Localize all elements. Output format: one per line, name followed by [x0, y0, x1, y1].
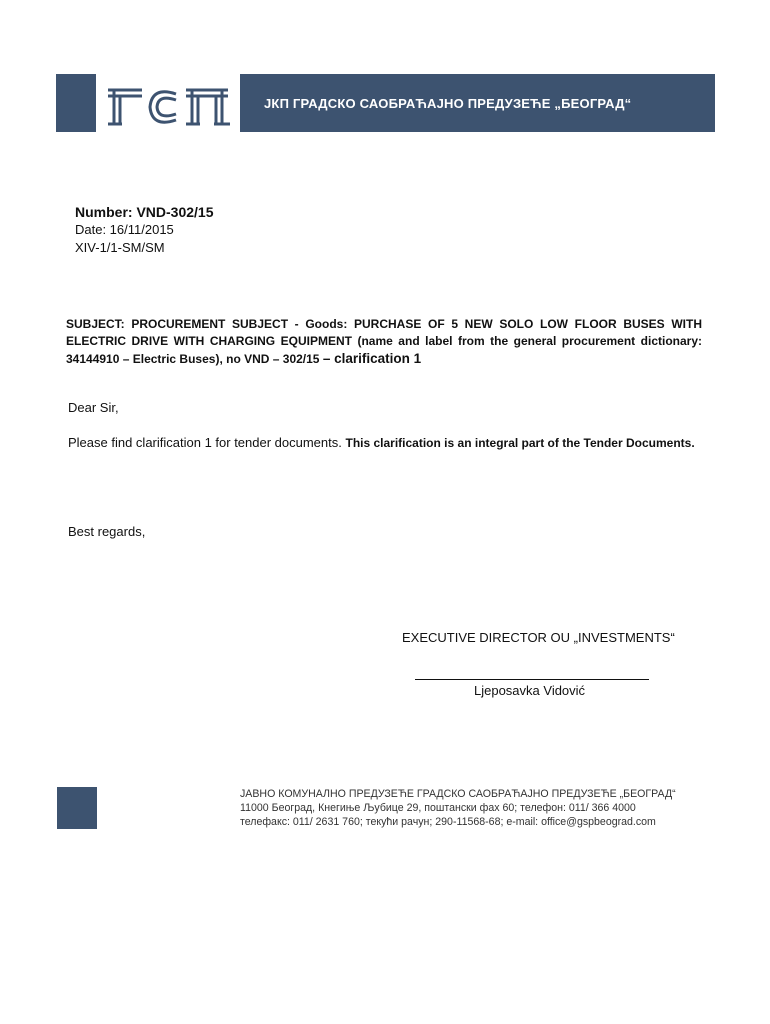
footer-accent-square	[57, 787, 97, 829]
subject-paragraph	[66, 316, 702, 368]
footer-line-3: телефакс: 011/ 2631 760; текући рачун; 290-11568-68; e-mail: office@gspbeograd.com	[240, 816, 656, 828]
document-reference: XIV-1/1-SM/SM	[75, 240, 165, 255]
header-accent-square	[56, 74, 96, 132]
document-date: Date: 16/11/2015	[75, 222, 174, 237]
footer-line-1: ЈАВНО КОМУНАЛНО ПРЕДУЗЕЋЕ ГРАДСКО САОБРАЋАЈНО ПРЕДУЗЕЋЕ „БЕОГРАД“	[240, 788, 676, 800]
salutation: Dear Sir,	[68, 400, 119, 415]
gsp-logo	[104, 80, 234, 132]
footer-contact	[240, 787, 720, 829]
subject-text: SUBJECT: PROCUREMENT SUBJECT - Goods: PURCHASE OF 5 NEW SOLO LOW FLOOR BUSES WITH ELECTRIC DRIVE WITH CHARGING EQUIPMENT (name and label from the general procurement dictionary: 34144910 – Electric Buses), no VND – 302/15	[66, 317, 702, 366]
body-paragraph	[68, 434, 702, 452]
signature-line	[415, 679, 649, 680]
body-text-normal: Please find clarification 1 for tender documents.	[68, 435, 346, 450]
body-text-bold: This clarification is an integral part of the Tender Documents.	[345, 436, 695, 450]
signature-name: Ljeposavka Vidović	[474, 683, 586, 698]
closing: Best regards,	[68, 524, 146, 539]
document-number: Number: VND-302/15	[75, 204, 214, 220]
subject-clarification: – clarification 1	[322, 351, 422, 366]
header-bar	[240, 74, 715, 132]
header-org-name: ЈКП ГРАДСКО САОБРАЋАЈНО ПРЕДУЗЕЋЕ „БЕОГРАД“	[264, 95, 632, 111]
signature-title: EXECUTIVE DIRECTOR OU „INVESTMENTS“	[402, 630, 675, 645]
gsp-logo-graphic	[104, 80, 234, 132]
footer-line-2: 11000 Београд, Кнегиње Љубице 29, поштански фах 60; телефон: 011/ 366 4000	[240, 802, 636, 814]
